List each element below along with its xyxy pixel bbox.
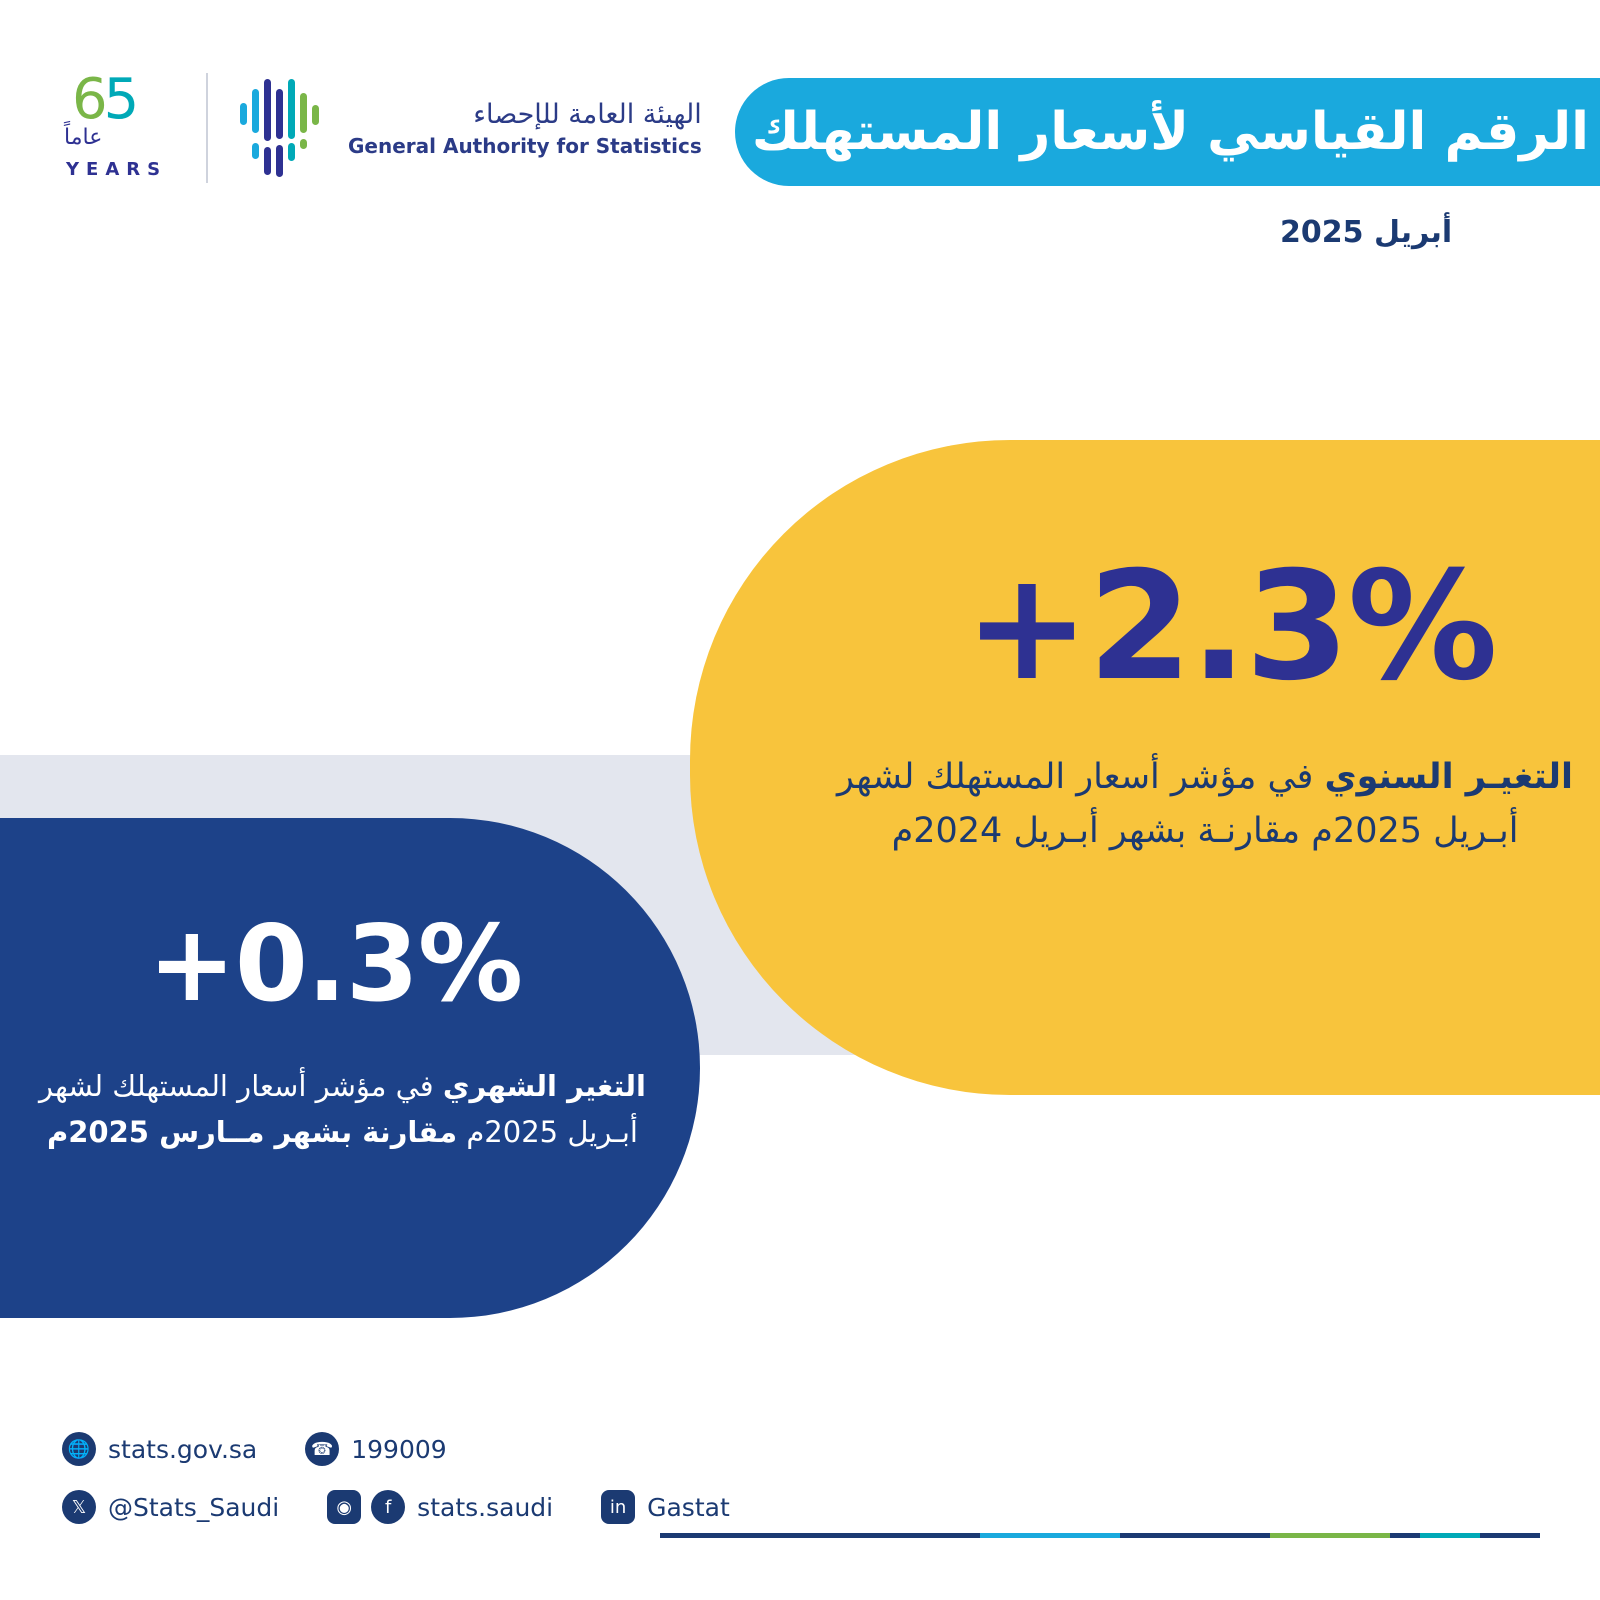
linkedin-icon: in (601, 1490, 635, 1524)
authority-name-en: General Authority for Statistics (348, 133, 702, 158)
logo-divider (206, 73, 208, 183)
monthly-change-caption (10, 1063, 675, 1156)
footer-accent-teal (1420, 1533, 1480, 1538)
footer-accent-green (1270, 1533, 1390, 1538)
page-title: الرقم القياسي لأسعار المستهلك (751, 102, 1589, 162)
footer-accent-line (660, 1533, 1540, 1538)
monthly-change-caption-rest: في مؤشر أسعار المستهلك لشهر أبـريل 2025م (38, 1069, 638, 1150)
monthly-change-caption-bold: التغير الشهري (442, 1069, 646, 1103)
anniversary-logo (60, 63, 180, 193)
annual-change-caption-bold: التغيـر السنوي (1324, 757, 1573, 797)
footer-accent-cyan (980, 1533, 1120, 1538)
gastat-logo (60, 58, 702, 198)
footer-social-label: stats.saudi (417, 1492, 554, 1522)
footer-x-label: @Stats_Saudi (108, 1492, 280, 1522)
annual-change-caption (820, 750, 1590, 859)
footer-row-top (62, 1432, 778, 1466)
phone-icon: ☎ (305, 1432, 339, 1466)
authority-name-ar: الهيئة العامة للإحصاء (473, 98, 702, 130)
footer-x[interactable] (62, 1490, 279, 1524)
footer-website[interactable] (62, 1432, 257, 1466)
anniversary-arabic-label: عاماً (64, 125, 103, 150)
footer-phone-label: 199009 (351, 1434, 447, 1464)
gastat-wordmark (348, 99, 702, 158)
globe-icon: 🌐 (62, 1432, 96, 1466)
anniversary-number: 65 (72, 67, 136, 132)
annual-change-value: +2.3% (964, 540, 1496, 714)
footer-linkedin-label: Gastat (647, 1492, 730, 1522)
monthly-change-card (0, 818, 700, 1318)
anniversary-years-label: YEARS (66, 159, 168, 180)
facebook-icon: f (371, 1490, 405, 1524)
page-title-bar (735, 78, 1600, 186)
report-date: أبريل 2025 (1280, 215, 1453, 250)
footer-phone[interactable] (305, 1432, 446, 1466)
footer-row-bottom (62, 1490, 778, 1524)
footer-social[interactable] (327, 1490, 553, 1524)
annual-change-caption-rest: في مؤشر أسعار المستهلك لشهر أبـريل 2025م مقارنـة بشهر أبـريل 2024م (837, 757, 1519, 852)
x-twitter-icon: 𝕏 (62, 1490, 96, 1524)
monthly-change-value: +0.3% (147, 903, 523, 1025)
footer-website-label: stats.gov.sa (108, 1434, 258, 1464)
monthly-change-caption-bold2: مقارنة بشهر مــارس 2025م (46, 1115, 458, 1150)
footer (62, 1432, 778, 1548)
annual-change-card (690, 440, 1600, 1095)
footer-linkedin[interactable] (601, 1490, 730, 1524)
instagram-icon: ◉ (327, 1490, 361, 1524)
gastat-barcode-icon (234, 73, 330, 183)
